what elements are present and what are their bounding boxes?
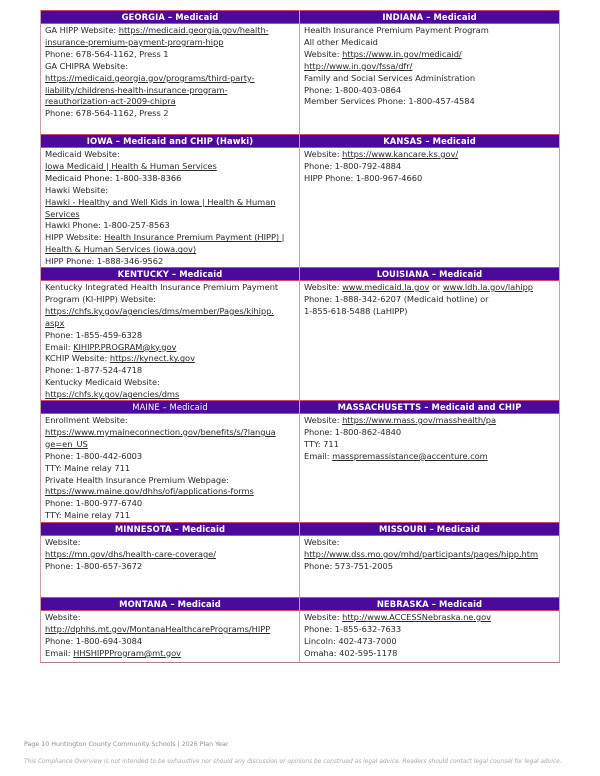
table-row [40, 597, 560, 663]
program-text: Kentucky Integrated Health Insurance Premium Payment [45, 282, 279, 292]
phone-text: Phone: 1-800-792-4884 [304, 160, 402, 171]
state-details [41, 281, 299, 400]
state-header: MAINE – Medicaid [41, 400, 299, 414]
state-cell-indiana [300, 10, 560, 134]
table-row [40, 267, 560, 400]
phone-text: Phone: 1-800-403-0864 [304, 84, 402, 95]
louisiana-lahipp-link[interactable]: www.ldh.la.gov/lahipp [442, 282, 534, 292]
state-header: KENTUCKY – Medicaid [41, 267, 299, 281]
state-header: KANSAS – Medicaid [300, 134, 559, 148]
georgia-hipp-link[interactable]: https://medicaid.georgia.gov/health- [118, 25, 269, 35]
phone-text: Phone: 1-800-694-3084 [45, 635, 143, 646]
phone-text: Phone: 1-800-977-6740 [45, 498, 143, 509]
connector-text: or [429, 282, 443, 292]
state-details [300, 148, 559, 267]
state-contacts-table [40, 10, 560, 663]
label-text: Kentucky Medicaid Website: [45, 377, 160, 388]
state-details [41, 414, 299, 522]
maine-forms-link[interactable]: https://www.maine.gov/dhhs/ofi/applications-forms [45, 486, 254, 497]
georgia-hipp-link-cont[interactable]: insurance-premium-payment-program-hipp [45, 36, 224, 47]
state-cell-kansas [300, 134, 560, 267]
state-cell-massachusetts [300, 400, 560, 522]
phone-text: Phone: 1-800-442-6003 [45, 450, 143, 461]
georgia-chipra-link[interactable]: https://medicaid.georgia.gov/programs/third-party- [45, 72, 255, 83]
label: HIPP Website: [45, 232, 105, 243]
kentucky-kihipp-link-cont[interactable]: aspx [45, 317, 65, 328]
phone-text: Phone: 1-855-459-6328 [45, 329, 143, 340]
label: Email: [45, 341, 74, 352]
state-details [300, 414, 559, 522]
state-details [300, 536, 559, 597]
table-row [40, 522, 560, 597]
massachusetts-email-link[interactable]: masspremassistance@accenture.com [332, 450, 488, 461]
maine-enrollment-link[interactable]: https://www.mymaineconnection.gov/benefits/s/?langua [45, 426, 276, 437]
program-text: Health Insurance Premium Payment Program [304, 25, 489, 35]
state-header: MONTANA – Medicaid [41, 597, 299, 611]
missouri-website-link[interactable]: http://www.dss.mo.gov/mhd/participants/pages/hipp.htm [304, 548, 538, 559]
indiana-medicaid-link[interactable]: https://www.in.gov/medicaid/ [342, 48, 462, 59]
iowa-medicaid-link[interactable]: Iowa Medicaid | Health & Human Services [45, 160, 217, 171]
state-cell-maine [40, 400, 300, 522]
state-details [41, 24, 299, 134]
georgia-chipra-link-cont[interactable]: liability/childrens-health-insurance-program- [45, 84, 228, 95]
montana-website-link[interactable]: http://dphhs.mt.gov/MontanaHealthcarePrograms/HIPP [45, 623, 271, 634]
state-cell-montana [40, 597, 300, 663]
phone-text: Lincoln: 402-473-7000 [304, 635, 397, 646]
kansas-website-link[interactable]: https://www.kancare.ks.gov/ [342, 149, 459, 159]
phone-text: Phone: 1-888-342-6207 (Medicaid hotline) or [304, 293, 489, 304]
table-row [40, 400, 560, 522]
iowa-hawki-link[interactable]: Hawki - Healthy and Well Kids in Iowa | Health & Human [45, 196, 276, 207]
phone-text: Medicaid Phone: 1-800-338-8366 [45, 172, 182, 183]
state-header: MINNESOTA – Medicaid [41, 522, 299, 536]
phone-text: Phone: 573-751-2005 [304, 560, 393, 571]
agency-text: Family and Social Services Administration [304, 72, 476, 83]
state-details [300, 611, 559, 662]
state-cell-iowa [40, 134, 300, 267]
phone-text: Omaha: 402-595-1178 [304, 647, 398, 658]
iowa-hipp-link-cont[interactable]: Health & Human Services (iowa.gov) [45, 244, 197, 255]
phone-text: Phone: 1-800-657-3672 [45, 560, 143, 571]
label: Website: [304, 149, 343, 159]
label: Website: [304, 48, 343, 59]
iowa-hipp-link[interactable]: Health Insurance Premium Payment (HIPP) | [104, 232, 285, 243]
state-details [41, 536, 299, 597]
phone-text: Hawki Phone: 1-800-257-8563 [45, 220, 170, 231]
phone-text: Phone: 678-564-1162, Press 2 [45, 108, 169, 119]
label-text: Private Health Insurance Premium Webpage: [45, 474, 229, 485]
state-cell-georgia [40, 10, 300, 134]
state-header: LOUISIANA – Medicaid [300, 267, 559, 281]
state-details [41, 611, 299, 662]
program-text: Program (KI-HIPP) Website: [45, 293, 156, 304]
label-text: GA CHIPRA Website: [45, 60, 128, 71]
label: Website: [304, 612, 343, 622]
label-text: Enrollment Website: [45, 415, 128, 425]
label-text: Hawki Website: [45, 184, 109, 195]
label: GA HIPP Website: [45, 25, 119, 35]
maine-enrollment-link-cont[interactable]: ge=en_US [45, 438, 88, 449]
label-text: Website: [45, 537, 81, 547]
phone-text: Member Services Phone: 1-800-457-4584 [304, 96, 475, 107]
label: Website: [304, 415, 343, 425]
state-cell-kentucky [40, 267, 300, 400]
phone-text: Phone: 1-800-862-4840 [304, 426, 402, 437]
minnesota-website-link[interactable]: https://mn.gov/dhs/health-care-coverage/ [45, 548, 216, 559]
nebraska-website-link[interactable]: http://www.ACCESSNebraska.ne.gov [342, 612, 492, 622]
state-header: INDIANA – Medicaid [300, 10, 559, 24]
phone-text: HIPP Phone: 1-888-346-9562 [45, 256, 164, 267]
state-header: NEBRASKA – Medicaid [300, 597, 559, 611]
label: KCHIP Website: [45, 353, 110, 364]
label: Website: [304, 282, 343, 292]
program-text: All other Medicaid [304, 36, 378, 47]
louisiana-medicaid-link[interactable]: www.medicaid.la.gov [342, 282, 430, 292]
phone-text: 1-855-618-5488 (LaHIPP) [304, 305, 408, 316]
kentucky-email-link[interactable]: KIHIPP.PROGRAM@ky.gov [73, 341, 177, 352]
iowa-hawki-link-cont[interactable]: Services [45, 208, 80, 219]
label-text: Medicaid Website: [45, 149, 120, 159]
table-row [40, 10, 560, 134]
state-header: GEORGIA – Medicaid [41, 10, 299, 24]
state-cell-louisiana [300, 267, 560, 400]
page-footer: Page 10 Huntington County Community Schools | 2026 Plan Year [24, 741, 229, 748]
tty-text: TTY: Maine relay 711 [45, 510, 131, 521]
kentucky-kchip-link[interactable]: https://kynect.ky.gov [109, 353, 195, 364]
tty-text: TTY: Maine relay 711 [45, 462, 131, 473]
label: Email: [304, 450, 333, 461]
phone-text: Phone: 678-564-1162, Press 1 [45, 48, 169, 59]
georgia-chipra-link-cont[interactable]: reauthorization-act-2009-chipra [45, 96, 176, 107]
label: Email: [45, 647, 74, 658]
state-details [41, 148, 299, 267]
state-details [300, 281, 559, 400]
state-cell-minnesota [40, 522, 300, 597]
label-text: Website: [45, 612, 81, 622]
state-details [300, 24, 559, 134]
legal-disclaimer: This Compliance Overview is not intended to be exhaustive nor should any discussion or opinions be construed as legal advice. Readers should contact legal counsel for legal advice. [24, 759, 562, 765]
state-cell-nebraska [300, 597, 560, 663]
state-header: IOWA – Medicaid and CHIP (Hawki) [41, 134, 299, 148]
label-text: Website: [304, 537, 340, 547]
phone-text: Phone: 1-855-632-7633 [304, 623, 402, 634]
tty-text: TTY: 711 [304, 438, 339, 449]
table-row [40, 134, 560, 267]
state-header: MASSACHUSETTS – Medicaid and CHIP [300, 400, 559, 414]
state-header: MISSOURI – Medicaid [300, 522, 559, 536]
kentucky-kihipp-link[interactable]: https://chfs.ky.gov/agencies/dms/member/Pages/kihipp. [45, 305, 274, 316]
kentucky-medicaid-link[interactable]: https://chfs.ky.gov/agencies/dms [45, 389, 180, 400]
massachusetts-website-link[interactable]: https://www.mass.gov/masshealth/pa [342, 415, 497, 425]
indiana-fssa-link[interactable]: http://www.in.gov/fssa/dfr/ [304, 60, 413, 71]
montana-email-link[interactable]: HHSHIPPProgram@mt.gov [73, 647, 182, 658]
phone-text: HIPP Phone: 1-800-967-4660 [304, 172, 423, 183]
state-cell-missouri [300, 522, 560, 597]
phone-text: Phone: 1-877-524-4718 [45, 365, 143, 376]
